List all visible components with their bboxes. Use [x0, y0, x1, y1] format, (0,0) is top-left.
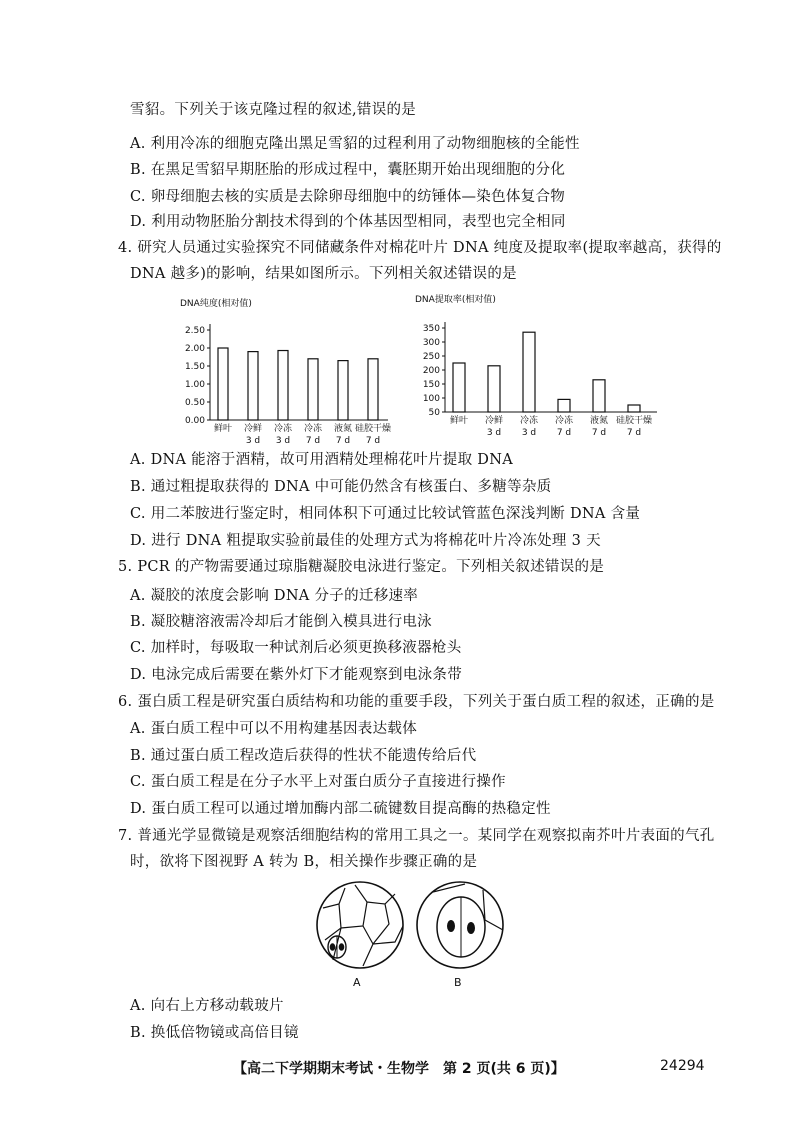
exam-code: 24294 [660, 1058, 705, 1074]
x-tick-label: 液氮 [333, 424, 353, 434]
q5-stem: 5. PCR 的产物需要通过琼脂糖凝胶电泳进行鉴定。下列相关叙述错误的是 [118, 559, 605, 575]
q4-option-b: B. 通过粗提取获得的 DNA 中可能仍然含有核蛋白、多糖等杂质 [130, 479, 552, 495]
y-tick-label: 50 [428, 408, 440, 418]
y-axis-title: DNA提取率(相对值) [415, 295, 496, 305]
q4-stem-line2: DNA 越多)的影响，结果如图所示。下列相关叙述错误的是 [130, 266, 517, 282]
q4-option-c: C. 用二苯胺进行鉴定时，相同体积下可通过比较试管蓝色深浅判断 DNA 含量 [130, 506, 641, 522]
q4-option-a: A. DNA 能溶于酒精，故可用酒精处理棉花叶片提取 DNA [130, 452, 513, 468]
x-tick-label: 7 d [365, 436, 381, 446]
q6-option-d: D. 蛋白质工程可以通过增加酶内部二硫键数目提高酶的热稳定性 [130, 801, 551, 817]
q7-stem-line2: 时，欲将下图视野 A 转为 B，相关操作步骤正确的是 [130, 854, 478, 870]
q3-option-a: A. 利用冷冻的细胞克隆出黑足雪貂的过程利用了动物细胞核的全能性 [130, 136, 580, 152]
x-tick-label: 鲜叶 [449, 416, 469, 426]
bar [368, 359, 378, 420]
dna-purity-chart [180, 296, 390, 446]
y-tick-label: 200 [422, 366, 440, 376]
bar [278, 351, 288, 420]
bar [628, 405, 640, 412]
y-tick-label: 350 [422, 324, 440, 334]
y-tick-label: 1.50 [184, 362, 205, 372]
x-tick-label: 3 d [521, 428, 537, 438]
x-tick-label: 3 d [275, 436, 291, 446]
y-axis-title: DNA纯度(相对值) [180, 299, 252, 309]
microscope-fields-figure [315, 880, 505, 990]
x-tick-label: 冷冻 [554, 416, 574, 426]
y-tick-label: 1.00 [184, 380, 205, 390]
x-tick-label: 冷鲜 [243, 424, 263, 434]
x-tick-label: 7 d [335, 436, 351, 446]
q6-option-c: C. 蛋白质工程是在分子水平上对蛋白质分子直接进行操作 [130, 774, 506, 790]
q7-option-b: B. 换低倍物镜或高倍目镜 [130, 1025, 299, 1041]
q4-option-d: D. 进行 DNA 粗提取实验前最佳的处理方式为将棉花叶片冷冻处理 3 天 [130, 533, 601, 549]
y-tick-label: 100 [422, 394, 440, 404]
q4-stem-line1: 4. 研究人员通过实验探究不同储藏条件对棉花叶片 DNA 纯度及提取率(提取率越高，获得的 [118, 240, 722, 256]
field-a-label: A [353, 976, 361, 989]
bar [308, 359, 318, 420]
q7-option-a: A. 向右上方移动载玻片 [130, 998, 284, 1014]
field-b-label: B [454, 976, 462, 989]
bar [218, 348, 228, 420]
y-tick-label: 150 [422, 380, 440, 390]
x-tick-label: 硅胶干燥 [354, 424, 392, 434]
x-tick-label: 液氮 [589, 416, 609, 426]
q3-option-b: B. 在黑足雪貂早期胚胎的形成过程中，囊胚期开始出现细胞的分化 [130, 162, 566, 178]
dna-yield-chart [415, 292, 660, 446]
page-footer: 【高二下学期期末考试・生物学 第 2 页(共 6 页)】 [233, 1061, 565, 1077]
bar [338, 361, 348, 420]
y-tick-label: 2.00 [184, 344, 205, 354]
bar [453, 363, 465, 412]
x-tick-label: 冷鲜 [484, 416, 504, 426]
q6-option-b: B. 通过蛋白质工程改造后获得的性状不能遗传给后代 [130, 748, 477, 764]
y-tick-label: 300 [422, 338, 440, 348]
y-tick-label: 0.00 [184, 416, 205, 426]
q5-option-b: B. 凝胶糖溶液需冷却后才能倒入模具进行电泳 [130, 614, 432, 630]
q6-option-a: A. 蛋白质工程中可以不用构建基因表达载体 [130, 721, 417, 737]
y-tick-label: 2.50 [184, 326, 205, 336]
x-tick-label: 硅胶干燥 [615, 416, 653, 426]
q3-option-c: C. 卵母细胞去核的实质是去除卵母细胞中的纺锤体—染色体复合物 [130, 189, 566, 205]
x-tick-label: 7 d [556, 428, 572, 438]
bar [558, 399, 570, 412]
bar [248, 352, 258, 420]
x-tick-label: 冷冻 [519, 416, 539, 426]
bar [488, 366, 500, 412]
field-a [317, 882, 403, 968]
field-b [417, 882, 503, 968]
q5-option-c: C. 加样时，每吸取一种试剂后必须更换移液器枪头 [130, 640, 462, 656]
x-tick-label: 7 d [626, 428, 642, 438]
y-tick-label: 0.50 [184, 398, 205, 408]
y-tick-label: 250 [422, 352, 440, 362]
q5-option-a: A. 凝胶的浓度会影响 DNA 分子的迁移速率 [130, 588, 419, 604]
q6-stem: 6. 蛋白质工程是研究蛋白质结构和功能的重要手段，下列关于蛋白质工程的叙述，正确的是 [118, 694, 715, 710]
x-tick-label: 7 d [591, 428, 607, 438]
bar [523, 332, 535, 412]
x-tick-label: 冷冻 [273, 424, 293, 434]
x-tick-label: 7 d [305, 436, 321, 446]
x-tick-label: 3 d [245, 436, 261, 446]
x-tick-label: 鲜叶 [213, 424, 233, 434]
bar [593, 380, 605, 412]
x-tick-label: 冷冻 [303, 424, 323, 434]
q3-stem: 雪貂。下列关于该克隆过程的叙述,错误的是 [130, 102, 417, 118]
x-tick-label: 3 d [486, 428, 502, 438]
q5-option-d: D. 电泳完成后需要在紫外灯下才能观察到电泳条带 [130, 667, 463, 683]
q3-option-d: D. 利用动物胚胎分割技术得到的个体基因型相同，表型也完全相同 [130, 214, 566, 230]
q7-stem-line1: 7. 普通光学显微镜是观察活细胞结构的常用工具之一。某同学在观察拟南芥叶片表面的气孔 [118, 828, 715, 844]
